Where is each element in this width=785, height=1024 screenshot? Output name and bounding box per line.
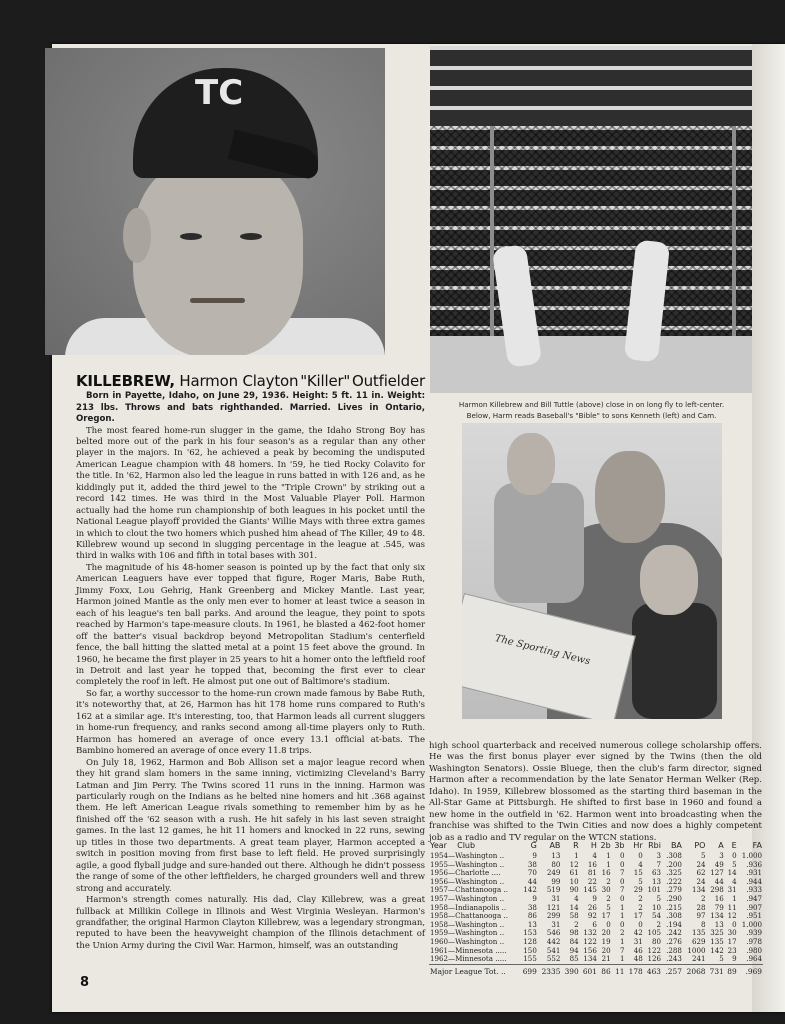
stats-cell: 80 xyxy=(651,936,661,946)
stats-header-hr: Hr xyxy=(633,841,643,850)
stats-header-fa: FA xyxy=(752,841,762,850)
stats-cell: 17 xyxy=(633,911,643,921)
stats-year-club: 1962—Minnesota ..... xyxy=(430,954,507,964)
stats-cell: 2 xyxy=(638,902,643,912)
stats-cell: 7 xyxy=(619,885,625,895)
stats-cell: 10 xyxy=(569,876,579,886)
stats-cell: 7 xyxy=(619,945,625,955)
stats-cell: 42 xyxy=(633,928,643,938)
stats-cell: 7 xyxy=(656,859,661,869)
stats-cell: 11 xyxy=(727,902,737,912)
stats-cell: .243 xyxy=(666,954,682,964)
stats-cell: .947 xyxy=(746,893,762,903)
stats-header-g: G xyxy=(530,841,537,850)
stats-year-club: 1955—Washington .. xyxy=(430,859,505,869)
stats-cell: 14 xyxy=(727,868,737,878)
stats-cell: 0 xyxy=(732,919,737,929)
stats-total-cell: 390 xyxy=(561,964,579,976)
stats-cell: 2 xyxy=(656,919,661,929)
stats-cell: .308 xyxy=(666,911,682,921)
stats-cell: 20 xyxy=(601,945,611,955)
outfield-photo xyxy=(430,46,752,393)
article-continuation: high school quarterback and received numerous college scholarship offers. He was the first bonus player ever signed by the Twins (then the old Washington Senators). Ossie Bluege, then the club's farm director, signed Harmon after a recommendation by the late Senator Herman Welker (Rep. Idaho). In 1959, Killebrew blossomed as the starting third baseman in the All-Star Game at Pittsburgh. He shifted to first base in 1960 and found a new home in the outfield in '62. Harmon went into broadcasting when the franchise was shifted to the Twin Cities and now does a highly competent job as a radio and TV regular on the WTCN stations. xyxy=(429,741,762,843)
stats-cell: 1 xyxy=(619,902,625,912)
stats-cell: 241 xyxy=(691,954,706,964)
stats-cell: 31 xyxy=(551,919,561,929)
stats-cell: .194 xyxy=(666,919,682,929)
stats-cell: 13 xyxy=(551,851,561,860)
article-right-column xyxy=(429,741,762,844)
stats-cell: 30 xyxy=(601,885,611,895)
stats-cell: 1 xyxy=(619,911,625,921)
stats-cell: 31 xyxy=(633,936,643,946)
stats-cell: .931 xyxy=(746,868,762,878)
stats-cell: .242 xyxy=(666,928,682,938)
stats-cell: 2 xyxy=(638,893,643,903)
stats-cell: .200 xyxy=(666,859,682,869)
stats-year-club: 1956—Charlotte .... xyxy=(430,868,501,878)
stats-total-cell: 699 xyxy=(520,964,538,976)
stats-cell: 1 xyxy=(574,851,579,860)
stats-cell: 541 xyxy=(546,945,561,955)
stats-cell: 0 xyxy=(732,851,737,860)
stats-cell: 3 xyxy=(656,851,661,860)
stats-total-cell: 601 xyxy=(580,964,598,976)
stats-cell: 126 xyxy=(647,954,661,964)
stats-cell: 1 xyxy=(606,859,611,869)
stats-cell: 122 xyxy=(583,936,597,946)
stats-header-ab: AB xyxy=(549,841,561,850)
stats-cell: 16 xyxy=(587,859,597,869)
stats-cell: .222 xyxy=(666,876,682,886)
stats-cell: 9 xyxy=(592,893,597,903)
stats-cell: 90 xyxy=(569,885,579,895)
stats-cell: 92 xyxy=(587,911,597,921)
article-paragraph: So far, a worthy successor to the home-run crown made famous by Babe Ruth, it's noteworthy that, at 26, Harmon has hit 178 home runs compared to Ruth's 162 at a similar age. It's interesting, too, that Harmon leads all current sluggers in home-run frequency, and ranks second among all-time players only to Ruth. Harmon has homered an average of once every 13.1 official at-bats. The Bambino homered an average of once every 11.8 trips. xyxy=(76,688,425,757)
stats-cell: 23 xyxy=(727,945,737,955)
player-first-names: Harmon Clayton xyxy=(179,372,299,390)
stats-cell: 17 xyxy=(601,911,611,921)
stats-cell: 31 xyxy=(551,893,561,903)
stats-cell: .939 xyxy=(746,928,762,938)
stats-cell: 70 xyxy=(527,868,537,878)
stats-cell: 150 xyxy=(523,945,537,955)
player-bio: Born in Payette, Idaho, on June 29, 1936. Height: 5 ft. 11 in. Weight: 213 lbs. Throws and bats righthanded. Married. Lives in Ontario, Oregon. xyxy=(76,391,425,424)
stats-cell: 62 xyxy=(696,868,706,878)
stats-cell: 79 xyxy=(714,902,724,912)
stats-cell: 30 xyxy=(727,928,737,938)
stats-cell: 97 xyxy=(696,911,706,921)
stats-cell: .215 xyxy=(666,902,682,912)
photo-caption xyxy=(430,399,753,421)
stats-cell: 552 xyxy=(546,954,561,964)
stats-cell: 48 xyxy=(633,954,643,964)
stats-cell: 21 xyxy=(601,954,611,964)
stats-year-club: 1961—Minnesota ..... xyxy=(430,945,507,955)
stats-cell: 1 xyxy=(619,936,625,946)
stats-cell: 1 xyxy=(606,851,611,860)
stats-cell: 49 xyxy=(714,859,724,869)
stats-cell: 105 xyxy=(647,928,661,938)
stats-year-club: 1959—Washington .. xyxy=(430,928,505,938)
stats-cell: .964 xyxy=(746,954,762,964)
article-paragraph: On July 18, 1962, Harmon and Bob Allison set a major league record when they hit grand slam homers in the same inning, victimizing Cleveland's Barry Latman and Jim Perry. The Twins scored 11 runs in the inning. Harmon was particularly rough on the Indians as he belted nine homers and hit .368 against them. He left American League rivals something to remember him by as he finished off the '62 season with a rush. He hit safely in his last seven straight games. In the last 12 games, he hit 11 homers and knocked in 22 runs, sewing up titles in those two departments. A great team player, Harmon accepted a switch in position moving from first base to left field. He proved surprisingly agile, a good flyball judge and sure-handed out there. Although he didn't possess the range of some of the other leftfielders, he charged grounders well and threw strong and accurately. xyxy=(76,757,425,894)
stats-cell: 98 xyxy=(569,928,579,938)
stats-cell: 0 xyxy=(606,919,611,929)
stats-cell: 29 xyxy=(633,885,643,895)
stats-cell: 26 xyxy=(587,902,597,912)
stats-cell: 17 xyxy=(727,936,737,946)
stats-cell: 13 xyxy=(651,876,661,886)
stats-cell: 6 xyxy=(592,919,597,929)
stats-cell: 99 xyxy=(551,876,561,886)
stats-cell: 8 xyxy=(700,919,706,929)
stats-cell: 5 xyxy=(638,876,643,886)
stats-cell: 156 xyxy=(583,945,597,955)
stats-total-cell: 2335 xyxy=(538,964,562,976)
stats-cell: .907 xyxy=(746,902,762,912)
stats-cell: .276 xyxy=(666,936,682,946)
stats-cell: 122 xyxy=(647,945,661,955)
stats-year-club: 1958—Washington .. xyxy=(430,919,505,929)
stats-cell: 13 xyxy=(714,919,724,929)
stats-cell: .933 xyxy=(746,885,762,895)
stats-year-club: 1957—Washington .. xyxy=(430,893,505,903)
stats-total-cell: .257 xyxy=(662,964,683,976)
article-paragraph: The magnitude of his 48-homer season is pointed up by the fact that only six American Leaguers have ever topped that figure, Roger Maris, Babe Ruth, Jimmy Foxx, Lou Gehrig, Hank Greenberg and Mickey Mantle. Last year, Harmon joined Mantle as the only men ever to homer at least twice a season in each of his league's ten ball parks. And around the league, they point to spots reached by Harmon's tape-measure clouts. In 1961, he blasted a 462-foot homer off the batter's visual backdrop beyond Metropolitan Stadium's centerfield fence, the ball hitting the slatted metal at a point 15 feet above the ground. In 1960, he became the first player in 25 years to hit a homer onto the leftfield roof in Detroit and last year he topped that, becoming the first ever to clear completely the roof in left. He almost put one out of Baltimore's stadium. xyxy=(76,562,425,688)
stats-cell: 24 xyxy=(696,859,706,869)
stats-cell: 10 xyxy=(651,902,661,912)
stats-year-club: 1957—Chattanooga .. xyxy=(430,885,508,895)
stats-total-cell: 86 xyxy=(598,964,612,976)
article-paragraph: The most feared home-run slugger in the game, the Idaho Strong Boy has belted more out of the park in his four season's as a regular than any other player in the majors. In '62, he achieved a peak by becoming the undisputed American League champion with 48 homers. In '59, he tied Rocky Colavito for the title. In '62, Harmon also led the league in runs batted in with 126 and, as he kiddingly put it, added the third jewel to the "Triple Crown" by striking out a record 142 times. He was third in the Most Valuable Player Poll. Harmon actually had the home run championship of both leagues in his pocket until the National League playoff provided the Giants' Willie Mays with three extra games in which to clout the two homers which pushed him ahead of The Killer, 49 to 48. Killebrew wound up second in slugging percentage in the league at .545, was third in walks with 106 and fifth in total bases with 301. xyxy=(76,425,425,562)
stats-cell: 2 xyxy=(574,919,579,929)
stats-cell: 142 xyxy=(710,945,724,955)
stats-cell: 134 xyxy=(583,954,597,964)
stats-cell: 7 xyxy=(619,868,625,878)
stats-cell: 145 xyxy=(583,885,597,895)
stats-total-cell: 731 xyxy=(706,964,724,976)
stats-total-cell: 2068 xyxy=(683,964,707,976)
stats-year-club: 1960—Washington .. xyxy=(430,936,505,946)
stats-cell: 13 xyxy=(527,919,537,929)
stats-cell: .936 xyxy=(746,859,762,869)
stats-cell: 325 xyxy=(710,928,724,938)
stats-cell: 1000 xyxy=(687,945,706,955)
stats-header-a: A xyxy=(718,841,724,850)
stats-cell: 101 xyxy=(647,885,661,895)
stats-cell: 81 xyxy=(587,868,597,878)
stats-cell: 0 xyxy=(619,851,625,860)
stats-year-club: 1958—Indianapolis .. xyxy=(430,902,507,912)
stats-cell: 4 xyxy=(574,893,579,903)
portrait-photo xyxy=(45,48,385,355)
stats-cell: 22 xyxy=(587,876,597,886)
stats-cell: 58 xyxy=(569,911,579,921)
player-position: Outfielder xyxy=(352,372,425,390)
stats-total-cell: 178 xyxy=(625,964,643,976)
stats-cell: .980 xyxy=(746,945,762,955)
stats-cell: 629 xyxy=(691,936,706,946)
stats-header-po: PO xyxy=(694,841,706,850)
stats-cell: 38 xyxy=(527,859,537,869)
page-number: 8 xyxy=(80,975,90,990)
stats-year-club: 1954—Washington .. xyxy=(430,851,505,860)
stats-cell: 9 xyxy=(532,893,537,903)
stats-cell: 14 xyxy=(569,902,579,912)
stats-cell: 153 xyxy=(523,928,537,938)
stats-cell: 134 xyxy=(691,885,706,895)
stats-year-club: 1956—Washington .. xyxy=(430,876,505,886)
stats-cell: 128 xyxy=(523,936,537,946)
stats-header-e: E xyxy=(731,841,737,850)
stats-cell: 134 xyxy=(710,911,724,921)
stats-cell: 0 xyxy=(619,876,625,886)
player-nickname: "Killer" xyxy=(300,372,351,390)
stats-cell: 9 xyxy=(532,851,537,860)
caption-line-2: Below, Harm reads Baseball's "Bible" to sons Kenneth (left) and Cam. xyxy=(466,411,717,420)
stats-cell: 2 xyxy=(606,876,611,886)
stats-cell: 3 xyxy=(719,851,724,860)
stats-cell: 19 xyxy=(601,936,611,946)
stats-cell: 31 xyxy=(727,885,737,895)
stats-total-cell: 11 xyxy=(612,964,626,976)
stats-cell: 135 xyxy=(691,928,706,938)
stats-cell: 5 xyxy=(700,851,706,860)
stats-header-2b: 2b xyxy=(600,841,611,850)
stats-cell: 80 xyxy=(551,859,561,869)
stats-cell: 127 xyxy=(710,868,724,878)
stats-cell: 16 xyxy=(601,868,611,878)
stats-cell: 546 xyxy=(546,928,561,938)
player-last-name: KILLEBREW, xyxy=(76,372,175,390)
stats-cell: 2 xyxy=(606,893,611,903)
stats-year-club: 1958—Chattanooga .. xyxy=(430,911,508,921)
stats-cell: 135 xyxy=(710,936,724,946)
stats-row xyxy=(429,955,763,964)
stats-total-label: Major League Tot. .. xyxy=(429,964,520,976)
sporting-news-newspaper: The Sporting News xyxy=(462,593,636,719)
stats-cell: 28 xyxy=(696,902,706,912)
stats-cell: 0 xyxy=(619,893,625,903)
stats-cell: 0 xyxy=(638,919,643,929)
stats-cell: 0 xyxy=(619,859,625,869)
stats-cell: 12 xyxy=(569,859,579,869)
article-paragraph: Harmon's strength comes naturally. His dad, Clay Killebrew, was a great fullback at Millikin College in Illinois and West Virginia Wesleyan. Harmon's grandfather, the original Harmon Clayton Killebrew, was a legendary strongman, reputed to have been the heavyweight champion of the Illinois detachment of the Union Army during the Civil War. Harmon, himself, was an outstanding xyxy=(76,895,425,951)
stats-header-3b: 3b xyxy=(614,841,625,850)
stats-cell: 54 xyxy=(651,911,661,921)
stats-header-ba: BA xyxy=(670,841,682,850)
stats-cell: 85 xyxy=(569,954,579,964)
stats-cell: .308 xyxy=(666,851,682,860)
stats-cell: 0 xyxy=(638,851,643,860)
stats-header-h: H xyxy=(590,841,597,850)
stats-cell: 4 xyxy=(638,859,643,869)
stats-cell: 12 xyxy=(727,911,737,921)
stats-total-row xyxy=(429,964,763,976)
stats-cell: .279 xyxy=(666,885,682,895)
stats-cell: 155 xyxy=(523,954,537,964)
player-headline xyxy=(76,373,425,390)
stats-cell: .978 xyxy=(746,936,762,946)
stats-cell: 38 xyxy=(527,902,537,912)
stats-cell: 94 xyxy=(569,945,579,955)
stats-cell: 1.000 xyxy=(741,919,762,929)
stats-header-r: R xyxy=(573,841,579,850)
stats-cell: 249 xyxy=(546,868,561,878)
career-stats-table xyxy=(429,840,763,976)
stats-cell: 442 xyxy=(546,936,561,946)
stats-cell: 63 xyxy=(651,868,661,878)
twins-logo-icon: TC xyxy=(195,73,244,113)
stats-cell: 299 xyxy=(546,911,561,921)
stats-cell: 5 xyxy=(606,902,611,912)
stats-cell: 5 xyxy=(656,893,661,903)
stats-cell: 0 xyxy=(619,919,625,929)
stats-header-rbi: Rbi xyxy=(648,841,661,850)
stats-cell: 121 xyxy=(546,902,561,912)
stats-cell: 44 xyxy=(527,876,537,886)
stats-header-year-club: Year Club xyxy=(430,841,476,850)
stats-cell: 5 xyxy=(719,954,724,964)
stats-cell: 1 xyxy=(732,893,737,903)
stats-total-cell: 463 xyxy=(644,964,662,976)
stats-cell: 1 xyxy=(619,954,625,964)
caption-line-1: Harmon Killebrew and Bill Tuttle (above) close in on long fly to left-center. xyxy=(458,400,725,409)
stats-total-cell: 89 xyxy=(725,964,738,976)
stats-cell: 24 xyxy=(696,876,706,886)
stats-cell: 519 xyxy=(546,885,561,895)
stats-cell: .325 xyxy=(666,868,682,878)
family-photo xyxy=(462,423,722,719)
stats-cell: 4 xyxy=(592,851,597,860)
stats-cell: 46 xyxy=(633,945,643,955)
stats-cell: 5 xyxy=(732,859,737,869)
stats-cell: 2 xyxy=(619,928,625,938)
stats-cell: 20 xyxy=(601,928,611,938)
stats-cell: .944 xyxy=(746,876,762,886)
stats-cell: 44 xyxy=(714,876,724,886)
stats-cell: 86 xyxy=(527,911,537,921)
article-left-column xyxy=(76,373,425,952)
stats-cell: 132 xyxy=(583,928,597,938)
stats-total-cell: .969 xyxy=(738,964,763,976)
stats-cell: 61 xyxy=(569,868,579,878)
stats-cell: 1.000 xyxy=(741,851,762,860)
stats-cell: 16 xyxy=(714,893,724,903)
stats-cell: .290 xyxy=(666,893,682,903)
stats-cell: 142 xyxy=(523,885,537,895)
stats-cell: 2 xyxy=(700,893,706,903)
stats-cell: 84 xyxy=(569,936,579,946)
stats-cell: .951 xyxy=(746,911,762,921)
stats-cell: 9 xyxy=(732,954,737,964)
stats-cell: .288 xyxy=(666,945,682,955)
stats-cell: 15 xyxy=(633,868,643,878)
stats-cell: 4 xyxy=(732,876,737,886)
stats-cell: 298 xyxy=(710,885,724,895)
